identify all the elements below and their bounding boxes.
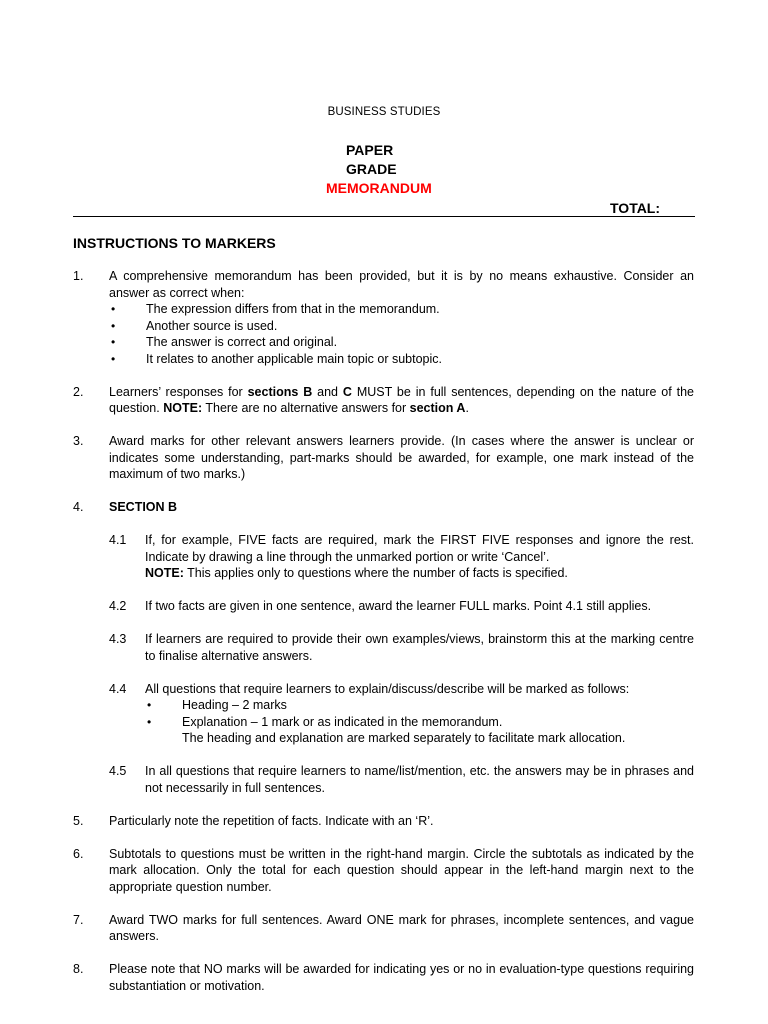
bullet-item	[109, 351, 694, 368]
bullet-item	[109, 318, 694, 335]
instructions-list	[73, 268, 694, 1011]
bold-run: sections B	[247, 384, 313, 399]
instruction-item-5	[73, 813, 694, 830]
instruction-item-4	[73, 499, 694, 796]
bullet-list	[145, 697, 694, 730]
instructions-heading: INSTRUCTIONS TO MARKERS	[73, 235, 276, 251]
sub-item-4-3	[109, 631, 694, 664]
sub-item-after-text: The heading and explanation are marked separately to facilitate mark allocation.	[182, 731, 626, 745]
bullet-icon: •	[111, 351, 116, 366]
item-text: Please note that NO marks will be awarded for indicating yes or no in evaluation-type questions requiring substantiation or motivation.	[109, 962, 694, 993]
bold-run: section A	[409, 401, 466, 415]
note-label: NOTE:	[145, 566, 184, 580]
bullet-item	[145, 697, 694, 714]
bullet-icon: •	[147, 698, 152, 712]
sub-item-note	[145, 565, 694, 582]
bullet-text: The expression differs from that in the memorandum.	[146, 302, 440, 316]
item-number: 8.	[73, 962, 84, 976]
header-divider	[73, 216, 695, 217]
note-label: NOTE:	[163, 401, 203, 415]
bullet-item	[109, 301, 694, 318]
total-label: TOTAL:	[610, 200, 661, 216]
note-text: This applies only to questions where the number of facts is specified.	[183, 566, 568, 580]
sub-item-number: 4.4	[109, 681, 127, 696]
sub-item-4-4	[109, 681, 694, 747]
instruction-item-2	[73, 384, 694, 417]
instruction-item-3	[73, 433, 694, 483]
bullet-text: It relates to another applicable main topic or subtopic.	[146, 351, 443, 366]
item-text: A comprehensive memorandum has been provided, but it is by no means exhaustive. Consider an answer as correct when:	[109, 269, 694, 300]
item-number: 7.	[73, 912, 84, 927]
text-run: .	[465, 401, 469, 415]
bullet-item	[145, 714, 694, 731]
text-run: MUST be in full sentences, depending on the nature of the question.	[109, 384, 694, 415]
sub-item-text: All questions that require learners to explain/discuss/describe will be marked as follows:	[145, 681, 630, 696]
instruction-item-8	[73, 961, 694, 994]
item-text: Particularly note the repetition of facts. Indicate with an ‘R’.	[109, 813, 434, 828]
sub-item-text: In all questions that require learners to name/list/mention, etc. the answers may be in phrases and not necessarily in full sentences.	[145, 764, 694, 795]
sub-item-4-2	[109, 598, 694, 615]
text-run: There are no alternative answers for	[202, 401, 410, 415]
memorandum-label: MEMORANDUM	[326, 180, 432, 196]
item-text: Subtotals to questions must be written in the right-hand margin. Circle the subtotals as indicated by the mark allocation. Only the total for each question should appear in the left-hand margin next to the appropriate question number.	[109, 846, 694, 894]
bullet-list	[109, 301, 694, 367]
sub-item-number: 4.5	[109, 764, 127, 778]
sub-item-text: If learners are required to provide their own examples/views, brainstorm this at the marking centre to finalise alternative answers.	[145, 632, 694, 663]
bullet-text: The answer is correct and original.	[146, 335, 338, 349]
sub-item-number: 4.2	[109, 599, 127, 613]
item-number: 5.	[73, 813, 84, 828]
paper-label: PAPER	[346, 142, 394, 158]
item-number: 1.	[73, 269, 84, 283]
item-text: Award marks for other relevant answers learners provide. (In cases where the answer is unclear or indicates some understanding, part-marks should be awarded, for example, one mark instead of the maximum of two marks.)	[109, 434, 694, 481]
subject-title: BUSINESS STUDIES	[327, 106, 441, 118]
item-number: 6.	[73, 846, 84, 861]
sub-item-text: If two facts are given in one sentence, award the learner FULL marks. Point 4.1 still applies.	[145, 599, 652, 613]
sub-item-4-5	[109, 763, 694, 796]
bullet-item	[109, 334, 694, 351]
bullet-icon: •	[147, 714, 152, 729]
bullet-icon: •	[111, 302, 116, 316]
sub-item-4-1	[109, 532, 694, 582]
sub-item-number: 4.3	[109, 632, 127, 646]
item-text	[109, 384, 694, 417]
sub-item-number: 4.1	[109, 533, 127, 547]
section-title: SECTION B	[109, 500, 178, 514]
item-number: 3.	[73, 434, 84, 448]
bullet-icon: •	[111, 335, 116, 349]
grade-label: GRADE	[346, 161, 397, 177]
instruction-item-6	[73, 846, 694, 896]
bullet-icon: •	[111, 318, 116, 333]
bullet-text: Explanation – 1 mark or as indicated in the memorandum.	[182, 714, 503, 729]
bold-run: C	[342, 384, 352, 399]
item-number: 2.	[73, 384, 84, 399]
bullet-text: Heading – 2 marks	[182, 698, 287, 712]
instruction-item-1	[73, 268, 694, 367]
text-run: and	[312, 384, 343, 399]
item-number: 4.	[73, 500, 84, 514]
bullet-text: Another source is used.	[146, 318, 278, 333]
text-run: Learners’ responses for	[109, 384, 248, 399]
item-text: Award TWO marks for full sentences. Award ONE mark for phrases, incomplete sentences, and vague answers.	[109, 912, 694, 943]
instruction-item-7	[73, 912, 694, 945]
sub-item-text: If, for example, FIVE facts are required, mark the FIRST FIVE responses and ignore the rest. Indicate by drawing a line through the unmarked portion or write ‘Cancel’.	[145, 533, 694, 564]
